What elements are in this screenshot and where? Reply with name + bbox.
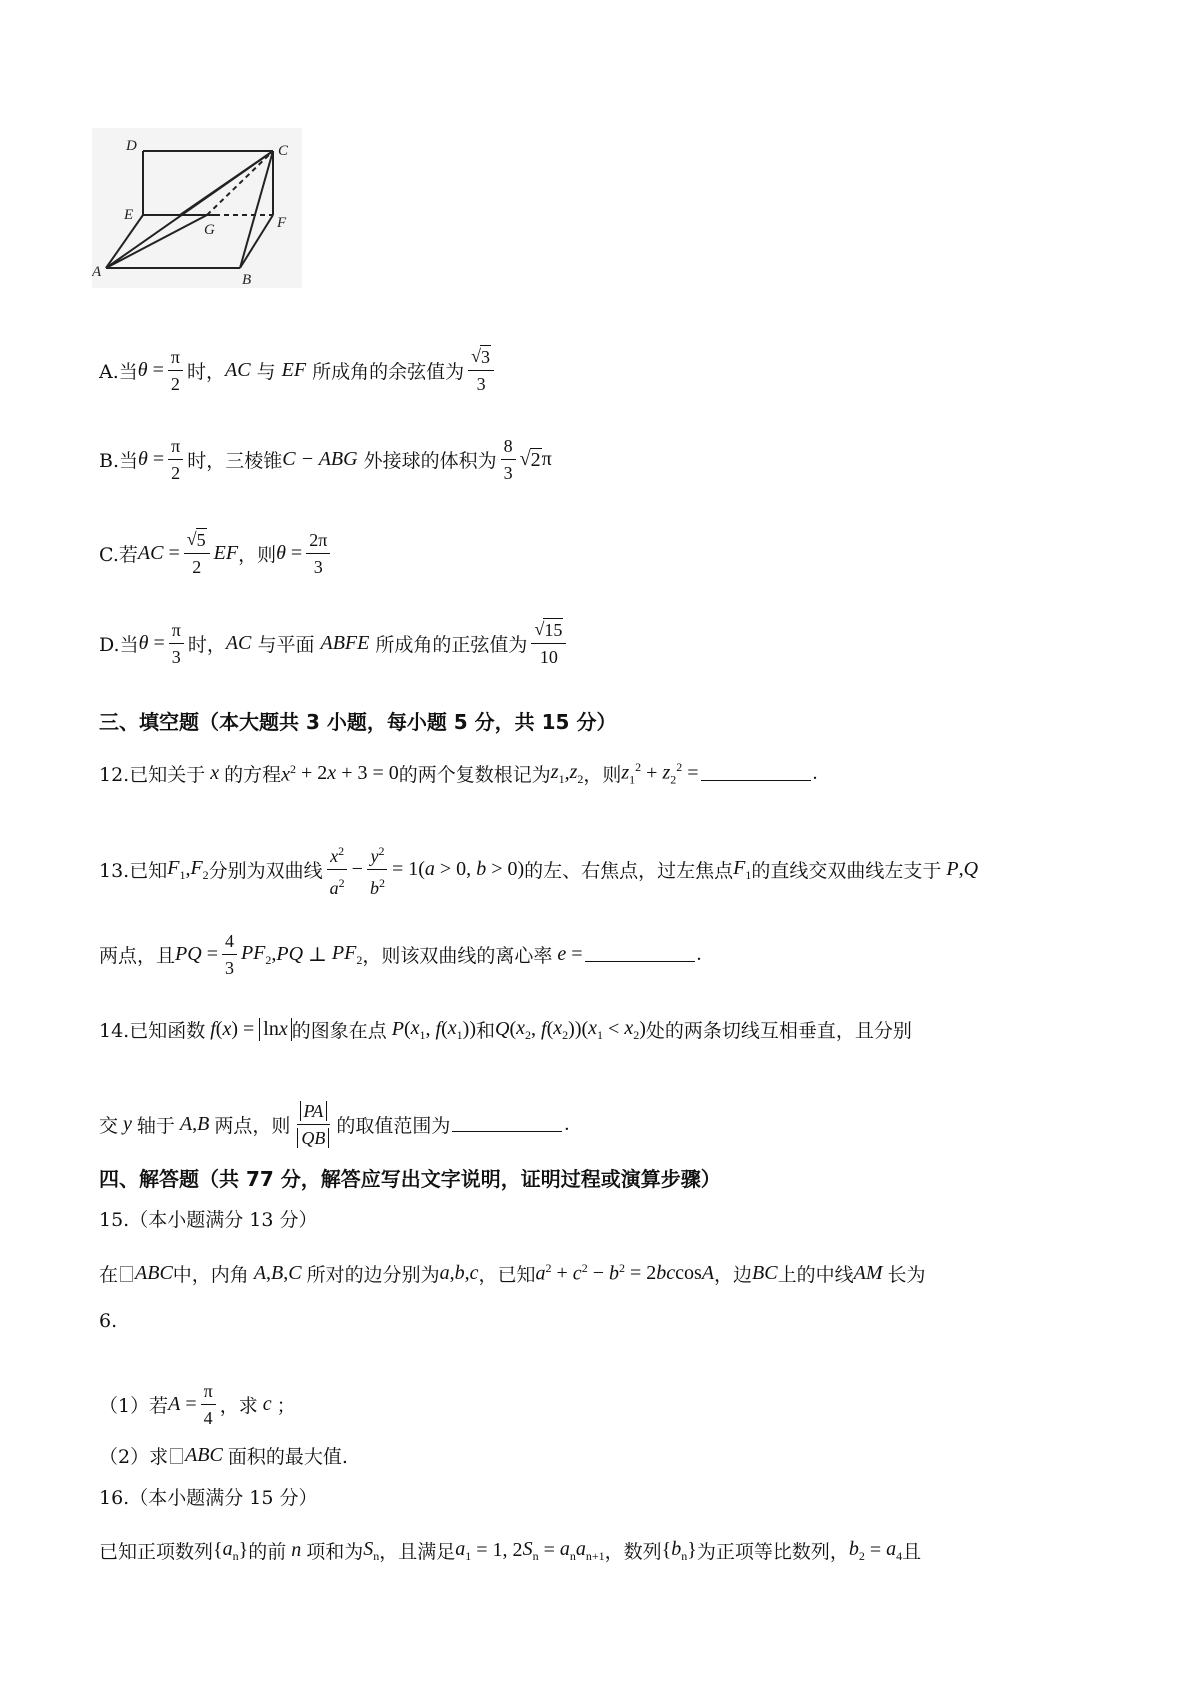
question-15-stem-cont: 6. <box>99 1310 118 1332</box>
question-14-line-2: 交 y 轴于 A , B 两点，则 $\frac{PA}{QB}$ 的取值范围为 . <box>99 1101 570 1148</box>
triangle-symbol-box <box>120 1266 133 1282</box>
section-3-title: 三、填空题（本大题共 3 小题，每小题 5 分，共 15 分） <box>99 710 617 734</box>
option-c: C.若 AC = √ 5 2 EF ，则 θ = $\frac{2\pi}{3}$ <box>99 528 334 578</box>
option-b: B.当 θ = $\frac{\pi}{2}$ 时，三棱锥 C − ABG 外接球的体积为 $\frac{8}{3}$ √ 2 π <box>99 436 552 483</box>
answer-blank-13 <box>585 947 695 962</box>
label-F: F <box>277 215 287 231</box>
label-G: G <box>204 222 215 238</box>
question-16-header: 16.（本小题满分 15 分） <box>99 1487 318 1509</box>
label-A: A <box>92 264 102 280</box>
label-D: D <box>126 138 137 154</box>
geometry-diagram <box>92 128 302 288</box>
question-16-stem: 已知正项数列 { $a_n$ } 的前 n 项和为 $S_n$ ，且满足 $a_1$ = 1, 2 $S_n$ = $a_na_{n+1}$ ，数列 { $b_n$ } 为正项等比数列， $b_2$ = $a_4$ 且 <box>99 1537 922 1563</box>
geometry-figure <box>92 128 302 288</box>
question-15-stem: 在 ABC 中，内角 A , B , C 所对的边分别为 a , b , c ，已知 $a^2$ + $c^2$ − $b^2$ = 2 bc cos A ，边 BC 上的中线 AM 长为 <box>99 1261 926 1286</box>
question-12: 12.已知关于 x 的方程 $x^2$ + 2 x + 3 = 0 的两个复数根记为 $z_1$ , $z_2$ ，则 $z_1^2$ + $z_2^2$ = . <box>99 760 818 787</box>
option-a: A.当 θ = $\frac{\pi}{2}$ 时， AC 与 EF 所成角的余弦值为 √ 3 3 <box>99 345 498 395</box>
question-13-line-2: 两点，且 PQ = $\frac{4}{3}$ $PF_2$ , PQ ⊥ $PF_2$ ，则该双曲线的离心率 e = . <box>99 931 702 978</box>
question-15-header: 15.（本小题满分 13 分） <box>99 1209 318 1231</box>
label-E: E <box>124 207 134 223</box>
question-14-line-1: 14.已知函数 f ( x ) = lnx 的图象在点 P ( $x_1$ , f ( $x_1$ )) 和 Q ( $x_2$ , f ( $x_2$ ))( $x_1$ < $x_2$ ) 处的两条切线互相垂直，且分别 <box>99 1016 912 1042</box>
section-4-title: 四、解答题（共 77 分，解答应写出文字说明，证明过程或演算步骤） <box>99 1167 721 1191</box>
label-B: B <box>242 272 252 288</box>
answer-blank-14 <box>452 1117 562 1132</box>
option-d: D.当 θ = $\frac{\pi}{3}$ 时， AC 与平面 ABFE 所成角的正弦值为 √ 15 10 <box>99 618 570 668</box>
triangle-symbol-box <box>170 1448 183 1464</box>
question-15-part-2: （2）求 ABC 面积的最大值. <box>99 1444 348 1468</box>
label-C: C <box>278 143 289 159</box>
question-15-part-1: （1）若 A = $\frac{\pi}{4}$ ，求 c ； <box>99 1381 296 1428</box>
answer-blank-12 <box>701 766 811 781</box>
question-13-line-1: 13.已知 $F_1$ , $F_2$ 分别为双曲线 $\frac{x^2}{a^2}$ − $\frac{y^2}{b^2}$ = 1( a > 0, b > 0) 的左、右焦点，过左焦点 $F_1$ 的直线交双曲线左支于 P , Q <box>99 840 978 899</box>
